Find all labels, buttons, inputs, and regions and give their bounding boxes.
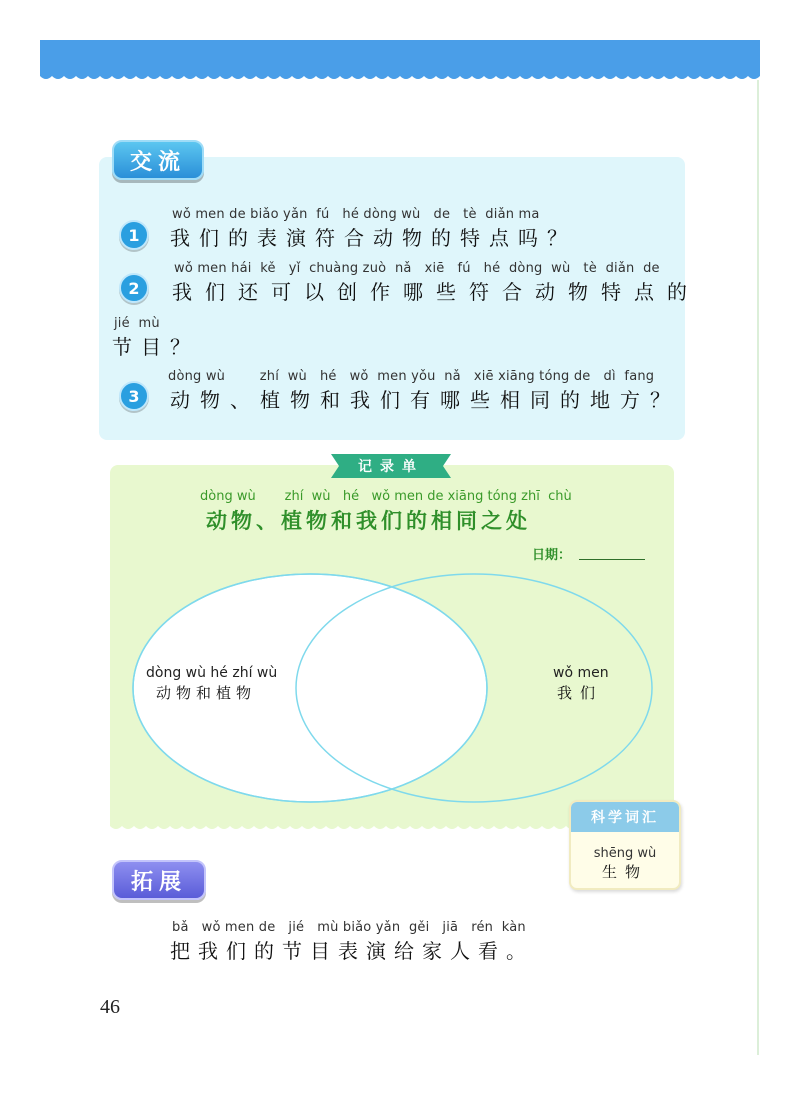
venn-left-label: 动物和植物	[156, 684, 257, 702]
science-vocab-card	[569, 800, 681, 890]
venn-left-pinyin: dòng wù hé zhí wù	[146, 665, 278, 681]
extension-tag: 拓展	[112, 860, 206, 900]
vocab-word: 生物	[601, 863, 648, 881]
record-tag-label: 记录单	[358, 459, 424, 475]
question-3-text: 动物、植物和我们有哪些相同的地方？	[170, 388, 680, 412]
venn-right-label: 我们	[557, 684, 604, 702]
question-number-2: 2	[119, 273, 149, 303]
date-blank-line[interactable]	[579, 559, 645, 560]
extension-text: 把我们的节目表演给家人看。	[170, 939, 534, 963]
question-2-pinyin-cont: jié mù	[114, 316, 160, 331]
vocab-heading: 科学词汇	[571, 802, 679, 832]
banner-scallop-edge	[40, 70, 760, 82]
question-2-text: 我们还可以创作哪些符合动物特点的	[172, 280, 700, 304]
extension-pinyin: bǎ wǒ men de jié mù biǎo yǎn gěi jiā rén kàn	[172, 920, 526, 935]
venn-right-pinyin: wǒ men	[553, 665, 609, 681]
vocab-pinyin: shēng wù	[593, 846, 657, 861]
question-2-text-cont: 节目？	[112, 335, 199, 359]
page-number: 46	[100, 996, 120, 1018]
page-edge-rule	[757, 80, 759, 1055]
question-number-3: 3	[119, 381, 149, 411]
record-title-pinyin: dòng wù zhí wù hé wǒ men de xiāng tóng zhī chù	[200, 489, 572, 504]
question-2-pinyin: wǒ men hái kě yǐ chuàng zuò nǎ xiē fú hé dòng wù tè diǎn de	[174, 261, 660, 276]
record-title: 动物、植物和我们的相同之处	[206, 509, 531, 533]
discussion-tag: 交流	[112, 140, 204, 180]
question-1-pinyin: wǒ men de biǎo yǎn fú hé dòng wù de tè diǎn ma	[172, 207, 540, 222]
question-3-pinyin: dòng wù zhí wù hé wǒ men yǒu nǎ xiē xiāng tóng de dì fang	[168, 369, 655, 384]
question-1-text: 我们的表演符合动物的特点吗？	[170, 226, 576, 250]
question-number-1: 1	[119, 220, 149, 250]
date-label: 日期：	[532, 548, 572, 563]
